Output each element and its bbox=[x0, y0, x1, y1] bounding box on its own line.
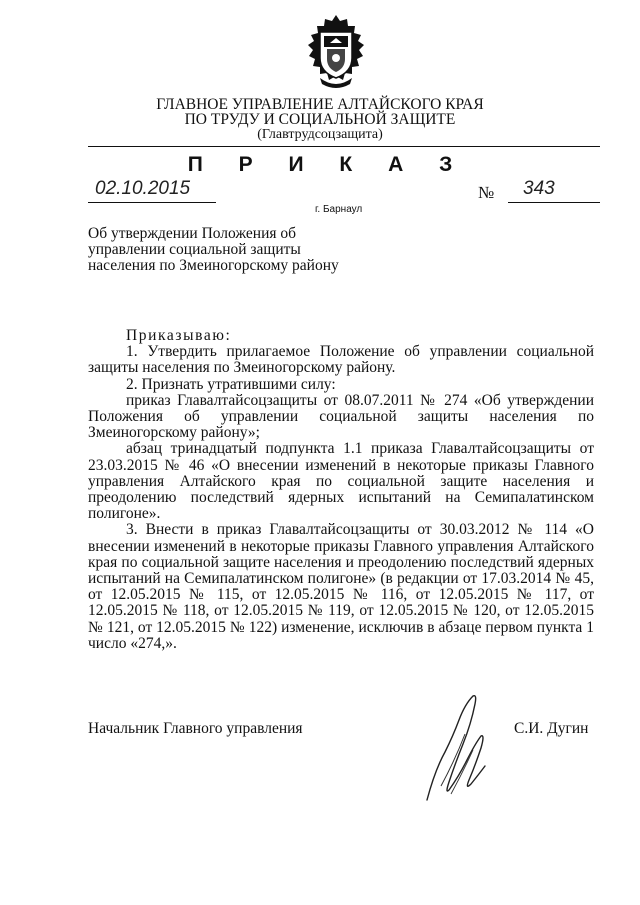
body-item-3: 3. Внести в приказ Главалтайсоцзащиты от 30.03.2012 № 114 «О внесении изменений в некоторые приказы Главного управления Алтайского края по социальной защите населения и преодолению последствий ядерных испытаний на Семипалатинском полигоне» (в редакции от 17.03.2014 № 45, от 12.05.2015 № 115, от 12.05.2015 № 116, от 12.05.2015 № 117, от 12.05.2015 № 118, от 12.05.2015 № 119, от 12.05.2015 № 120, от 12.05.2015 № 121, от 12.05.2015 № 122) изменение, исключив в абзаце первом пункта 1 число «274,». bbox=[88, 521, 594, 652]
order-number-label: № bbox=[478, 183, 495, 202]
order-date: 02.10.2015 bbox=[95, 178, 191, 199]
body-lead: Приказываю: bbox=[126, 327, 232, 344]
order-body bbox=[88, 328, 594, 652]
body-item-2b: абзац тринадцатый подпункта 1.1 приказа Главалтайсоцзащиты от 23.03.2015 № 46 «О внесении изменений в некоторые приказы Главного управления Алтайского края по социальной защите населения и преодолению последствий ядерных испытаний на Семипалатинском полигоне». bbox=[88, 440, 594, 523]
altai-coat-of-arms-icon bbox=[300, 12, 372, 92]
header-divider bbox=[88, 146, 600, 147]
order-subject: Об утверждении Положения об управлении социальной защиты населения по Змеиногорскому району bbox=[88, 225, 339, 274]
signer-position: Начальник Главного управления bbox=[88, 720, 303, 737]
org-name-line1: ГЛАВНОЕ УПРАВЛЕНИЕ АЛТАЙСКОГО КРАЯ bbox=[156, 96, 484, 113]
order-city: г. Барнаул bbox=[315, 204, 363, 215]
handwritten-signature bbox=[415, 690, 505, 810]
body-item-2: 2. Признать утратившими силу: bbox=[126, 375, 336, 393]
number-underline bbox=[508, 202, 600, 203]
org-name-line2: ПО ТРУДУ И СОЦИАЛЬНОЙ ЗАЩИТЕ bbox=[184, 111, 456, 128]
order-number: 343 bbox=[523, 178, 555, 199]
order-title: П Р И К А З bbox=[187, 153, 468, 176]
body-item-2a: приказ Главалтайсоцзащиты от 08.07.2011 № 274 «Об утверждении Положения об управлении социальной защиты населения по Змеиногорскому району»; bbox=[88, 391, 594, 442]
signer-name: С.И. Дугин bbox=[514, 720, 589, 737]
date-underline bbox=[88, 202, 216, 203]
body-item-1: 1. Утвердить прилагаемое Положение об управлении социальной защиты населения по Змеиногорскому району. bbox=[88, 343, 594, 377]
org-short-name: (Главтрудсоцзащита) bbox=[257, 127, 383, 142]
